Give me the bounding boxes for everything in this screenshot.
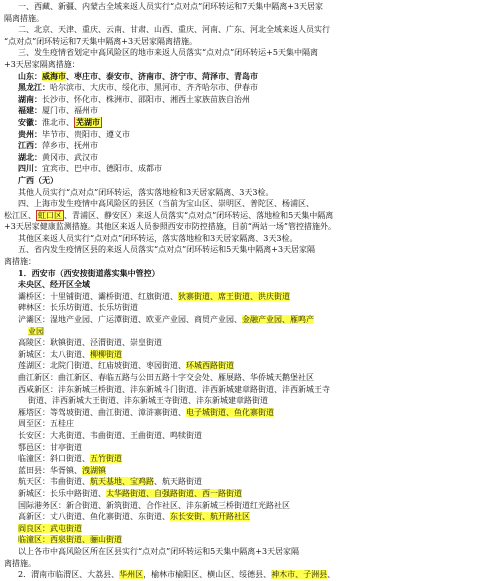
text-segment: 江西： [18,140,42,151]
highlighted-text: 柳柳街道 [90,349,122,359]
text-segment: 离措施。 [4,558,36,568]
highlighted-text: 神木市、子洲县 [271,570,328,580]
highlighted-text: 电子城街道、鱼化寨街道 [186,407,274,417]
text-line [4,314,476,326]
highlighted-text: 临潼区： [18,535,50,545]
text-segment: 浐灞区：湿地产业园、广运潭街道、欧亚产业园、商贸产业园、 [18,315,242,325]
text-segment: 鄠邑区：甘亭街道 [18,442,82,452]
text-segment: 新城区：太八街道、 [18,349,90,359]
text-segment: 长沙市、怀化市、株洲市、邵阳市、湘西土家族苗族自治州 [42,94,250,104]
highlighted-text: 航天基地、宝鸡路 [90,477,154,487]
text-line [4,569,476,581]
text-line [4,140,476,152]
highlighted-text: 阎良区： [18,523,50,533]
highlighted-text: 洩湖镇 [82,465,106,475]
text-segment: 、青浦区、静安区）来返人员落实“点对点”闭环转运、落地检和5天集中隔离 [64,210,334,220]
text-segment: 高陵区：耿镇街道、泾渭街道、崇皇街道 [18,338,162,348]
text-line [4,500,476,512]
text-line [4,24,476,36]
text-line [4,326,476,338]
text-line [4,384,476,396]
text-segment: 广西（无） [18,174,58,185]
highlighted-text: 芜湖市 [76,116,100,127]
text-segment: 蓝田县：华胥镇、 [18,465,82,475]
text-segment: 三、发生疫情省划定中高风险区的地市来返人员落实“点对点”闭环转运+5天集中隔离 [18,48,318,58]
text-line [4,453,476,465]
text-segment: 二、北京、天津、重庆、云南、甘肃、山西、重庆、河南、广东、河北全域来返人员实行 [18,25,330,35]
text-line [4,105,476,117]
text-segment: 莲湖区：北院门街道、红庙坡街道、枣园街道、 [18,361,186,371]
text-segment: 离措施： [4,257,36,267]
document-page [4,0,476,581]
text-line [4,534,476,546]
text-segment: 雁塔区：等驾坡街道、曲江街道、漳浒寨街道、 [18,407,186,417]
text-line [4,36,476,48]
text-line [4,59,476,71]
text-segment: 哈尔滨市、大庆市、绥化市、黑河市、齐齐哈尔市、伊春市 [50,83,258,93]
text-line [4,1,476,13]
highlighted-text: 环城西路街道 [186,361,234,371]
text-line [4,117,476,129]
text-segment: 灞桥区：十里铺街道、灞桥街道、红旗街道、 [18,291,178,301]
text-segment: 安徽： [18,116,42,127]
text-segment: 黄冈市、武汉市 [42,152,98,162]
highlighted-text: 武屯街道 [50,523,82,533]
text-line [4,175,476,187]
text-segment: 贵州： [18,128,42,139]
text-line [4,337,476,349]
text-line [4,163,476,175]
text-segment: 碑林区：长乐坊街道、长乐坊街道 [18,303,138,313]
text-segment: 四、上海市发生疫情中高风险区的县区（当前为宝山区、崇明区、普陀区、杨浦区、 [18,199,314,209]
text-line [4,418,476,430]
text-line [4,302,476,314]
highlighted-text: 狄寨街道、席王街道、洪庆街道 [178,291,290,301]
highlighted-text: 太华路街道、自强路街道、西一路街道 [106,488,242,498]
text-line [4,523,476,535]
text-segment: 湖南： [18,93,42,104]
text-segment: 、枣庄市、泰安市、济南市、济宁市、菏泽市、青岛市 [66,70,258,81]
text-segment: 其他区来返人员实行“点对点”闭环转运，落实落地检和3天居家隔离、3天3检。 [18,233,298,243]
text-segment: 以上各市中高风险区所在区县实行“点对点”闭环转运和5天集中隔离+3天居家隔 [18,546,300,556]
text-segment: 临潼区：斜口街道、 [18,454,90,464]
text-line [4,233,476,245]
text-segment: 高新区：丈八街道、鱼化寨街道、东街道、 [18,512,170,522]
text-segment: 街道、沣西新城大王街道、沣东新城王寺街道、沣东新城建章路街道 [28,396,268,406]
text-segment: 其他人员实行“点对点”闭环转运，落实落地检和3天居家隔离、3天3检。 [18,187,274,197]
text-segment: 黑龙江： [18,82,50,93]
text-segment: 山东： [18,70,42,81]
text-segment: 一、西藏、新疆、内蒙古全域来返人员实行“点对点”闭环转运和7天集中隔离+3天居家 [18,2,324,11]
text-line [4,71,476,83]
text-line [4,47,476,59]
text-segment: 隔离措施。 [4,13,44,23]
text-segment: 曲江新区：曲江新区、春临五路与公田五路十字交会处、雁展路、华侨城天鹅堡社区 [18,373,314,382]
text-line [4,129,476,141]
text-segment: “点对点”闭环转运和7天集中隔离+3天居家隔离措施。 [4,36,198,46]
text-line [4,187,476,199]
highlighted-text: 威海市 [42,70,66,81]
text-segment: 、航天路街道 [154,477,202,487]
text-segment: 、 [327,570,336,580]
highlighted-text: 虹口区 [38,210,62,220]
text-line [4,546,476,558]
text-segment: 国际港务区：新合街道、新筑街道、合作社区、沣东新城三桥街道红光路社区 [18,500,290,510]
text-segment: 西咸新区：沣东新城三桥街道、沣东新城斗门街道、沣西新城建章路街道、沣西新城王寺 [18,384,330,394]
text-line [4,430,476,442]
highlighted-text: 西泉街道、骊山街道 [50,535,122,545]
text-segment: 毕节市、贵阳市、遵义市 [42,129,130,139]
text-segment: 萍乡市、抚州市 [42,141,98,151]
text-line [4,360,476,372]
highlighted-text: 东长安街、航开路社区 [170,512,250,522]
text-line [4,279,476,291]
text-line [4,511,476,523]
text-line [4,244,476,256]
text-line [4,152,476,164]
text-line [4,291,476,303]
text-segment: 淮北市、 [42,117,74,127]
text-line [4,395,476,407]
text-segment: 未央区、经开区全域 [18,279,90,290]
text-segment: 长安区：大兆街道、韦曲街道、王曲街道、鸣犊街道 [18,430,202,440]
text-segment: 厦门市、福州市 [42,106,98,116]
text-line [4,94,476,106]
highlighted-text: 业园 [28,326,44,336]
text-line [4,465,476,477]
text-segment: +3天居家健康监测措施。其他区来返人员参照西安市防控措施，目前“两站一场”管控措施外。 [4,222,336,232]
highlighted-text: 五竹街道 [90,454,122,464]
text-segment: 周至区：五桂庄 [18,419,74,429]
text-line [4,488,476,500]
text-segment: 2．渭南市临渭区、大荔县、 [18,570,120,580]
text-line [4,210,476,222]
text-segment: 四川： [18,163,42,174]
text-segment: +3天居家隔离措施： [4,59,80,69]
text-line [4,268,476,280]
text-line [4,372,476,384]
text-line [4,442,476,454]
text-line [4,13,476,25]
text-segment: 五、省内发生疫情区县的来返人员落实“点对点”闭环转运和5天集中隔离+3天居家隔 [18,245,316,255]
text-segment: 湖北： [18,151,42,162]
text-segment: 1．西安市（西安按街道落实集中管控） [18,267,160,278]
text-line [4,349,476,361]
text-segment: 松江区、 [4,210,36,220]
text-segment: 航天区：韦曲街道、 [18,477,90,487]
text-line [4,256,476,268]
highlighted-text: 金融产业园、雁鸣产 [242,315,314,325]
text-line [4,82,476,94]
text-line [4,476,476,488]
text-line [4,558,476,570]
text-line [4,407,476,419]
text-line [4,198,476,210]
text-segment: 宜宾市、巴中市、德阳市、成都市 [42,164,162,174]
highlighted-text: 华州区 [119,570,144,580]
text-line [4,221,476,233]
text-segment: 福建： [18,105,42,116]
text-segment: 新城区：长乐中路街道、 [18,488,106,498]
text-segment: ，榆林市榆阳区、横山区、绥德县、 [143,570,272,580]
